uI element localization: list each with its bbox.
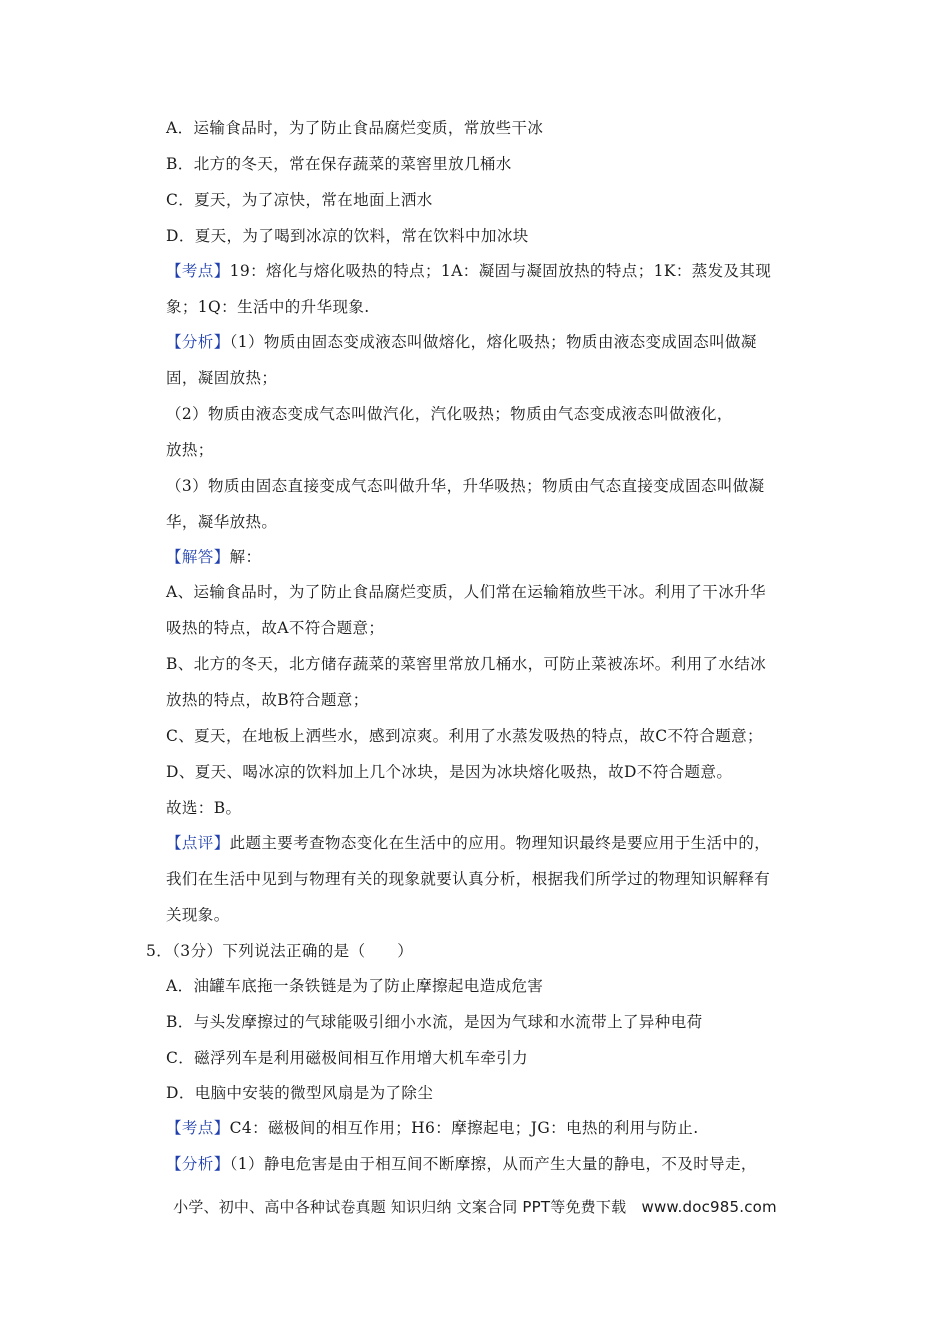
q4-jieda-c: C、夏天，在地板上洒些水，感到凉爽。利用了水蒸发吸热的特点，故C不符合题意； (166, 727, 763, 745)
kaodian-text: 19：熔化与熔化吸热的特点；1A：凝固与凝固放热的特点；1K：蒸发及其现 (229, 262, 772, 280)
q5-option-b: B．与头发摩擦过的气球能吸引细小水流，是因为气球和水流带上了异种电荷 (166, 1013, 703, 1031)
dianping-tag: 【点评】 (166, 834, 230, 852)
q4-jieda-a2: 吸热的特点，故A不符合题意； (166, 619, 385, 637)
jieda-tag: 【解答】 (166, 548, 230, 566)
jieda-intro: 解： (229, 548, 262, 566)
q5-kaodian (166, 1118, 816, 1138)
q4-jieda (166, 547, 816, 567)
q4-jieda-b2: 放热的特点，故B符合题意； (166, 691, 369, 709)
fenxi-text: （1）静电危害是由于相互间不断摩擦，从而产生大量的静电，不及时导走， (229, 1155, 757, 1173)
q4-fenxi-line5: （3）物质由固态直接变成气态叫做升华，升华吸热；物质由气态直接变成固态叫做凝 (166, 477, 765, 495)
kaodian-tag: 【考点】 (166, 262, 230, 280)
fenxi-text: （1）物质由固态变成液态叫做熔化，熔化吸热；物质由液态变成固态叫做凝 (229, 333, 757, 351)
q5-stem: 5．（3分）下列说法正确的是（ ） (146, 942, 414, 960)
q4-fenxi-line4: 放热； (166, 441, 214, 459)
q4-kaodian (166, 261, 816, 281)
q4-fenxi-line6: 华，凝华放热。 (166, 513, 278, 531)
fenxi-tag: 【分析】 (166, 333, 230, 351)
kaodian-tag: 【考点】 (166, 1119, 230, 1137)
q4-jieda-choice: 故选：B。 (166, 799, 242, 817)
q4-option-d: D．夏天，为了喝到冰凉的饮料，常在饮料中加冰块 (166, 227, 529, 245)
q4-option-c: C．夏天，为了凉快，常在地面上洒水 (166, 191, 433, 209)
q4-dianping-line2: 我们在生活中见到与物理有关的现象就要认真分析，根据我们所学过的物理知识解释有 (166, 870, 771, 888)
q5-fenxi (166, 1154, 816, 1174)
q5-option-c: C．磁浮列车是利用磁极间相互作用增大机车牵引力 (166, 1049, 529, 1067)
q4-jieda-b1: B、北方的冬天，北方储存蔬菜的菜窖里常放几桶水，可防止菜被冻坏。利用了水结冰 (166, 655, 767, 673)
q4-dianping (166, 833, 816, 853)
q4-fenxi (166, 332, 816, 352)
q4-kaodian-cont: 象；1Q：生活中的升华现象. (166, 298, 370, 316)
q4-jieda-d: D、夏天、喝冰凉的饮料加上几个冰块，是因为冰块熔化吸热，故D不符合题意。 (166, 763, 733, 781)
dianping-text: 此题主要考查物态变化在生活中的应用。物理知识最终是要应用于生活中的， (229, 834, 771, 852)
q4-jieda-a1: A、运输食品时，为了防止食品腐烂变质，人们常在运输箱放些干冰。利用了干冰升华 (166, 583, 766, 601)
q4-fenxi-line2: 固，凝固放热； (166, 369, 278, 387)
q4-option-a: A．运输食品时，为了防止食品腐烂变质，常放些干冰 (166, 119, 544, 137)
page-footer: 小学、初中、高中各种试卷真题 知识归纳 文案合同 PPT等免费下载 www.doc985.com (173, 1198, 777, 1216)
q5-option-a: A．油罐车底拖一条铁链是为了防止摩擦起电造成危害 (166, 977, 544, 995)
q4-fenxi-line3: （2）物质由液态变成气态叫做汽化，汽化吸热；物质由气态变成液态叫做液化， (166, 405, 733, 423)
q5-option-d: D．电脑中安装的微型风扇是为了除尘 (166, 1084, 434, 1102)
q4-option-b: B．北方的冬天，常在保存蔬菜的菜窖里放几桶水 (166, 155, 512, 173)
q4-dianping-line3: 关现象。 (166, 906, 230, 924)
fenxi-tag: 【分析】 (166, 1155, 230, 1173)
kaodian-text: C4：磁极间的相互作用；H6：摩擦起电；JG：电热的利用与防止. (229, 1119, 699, 1137)
